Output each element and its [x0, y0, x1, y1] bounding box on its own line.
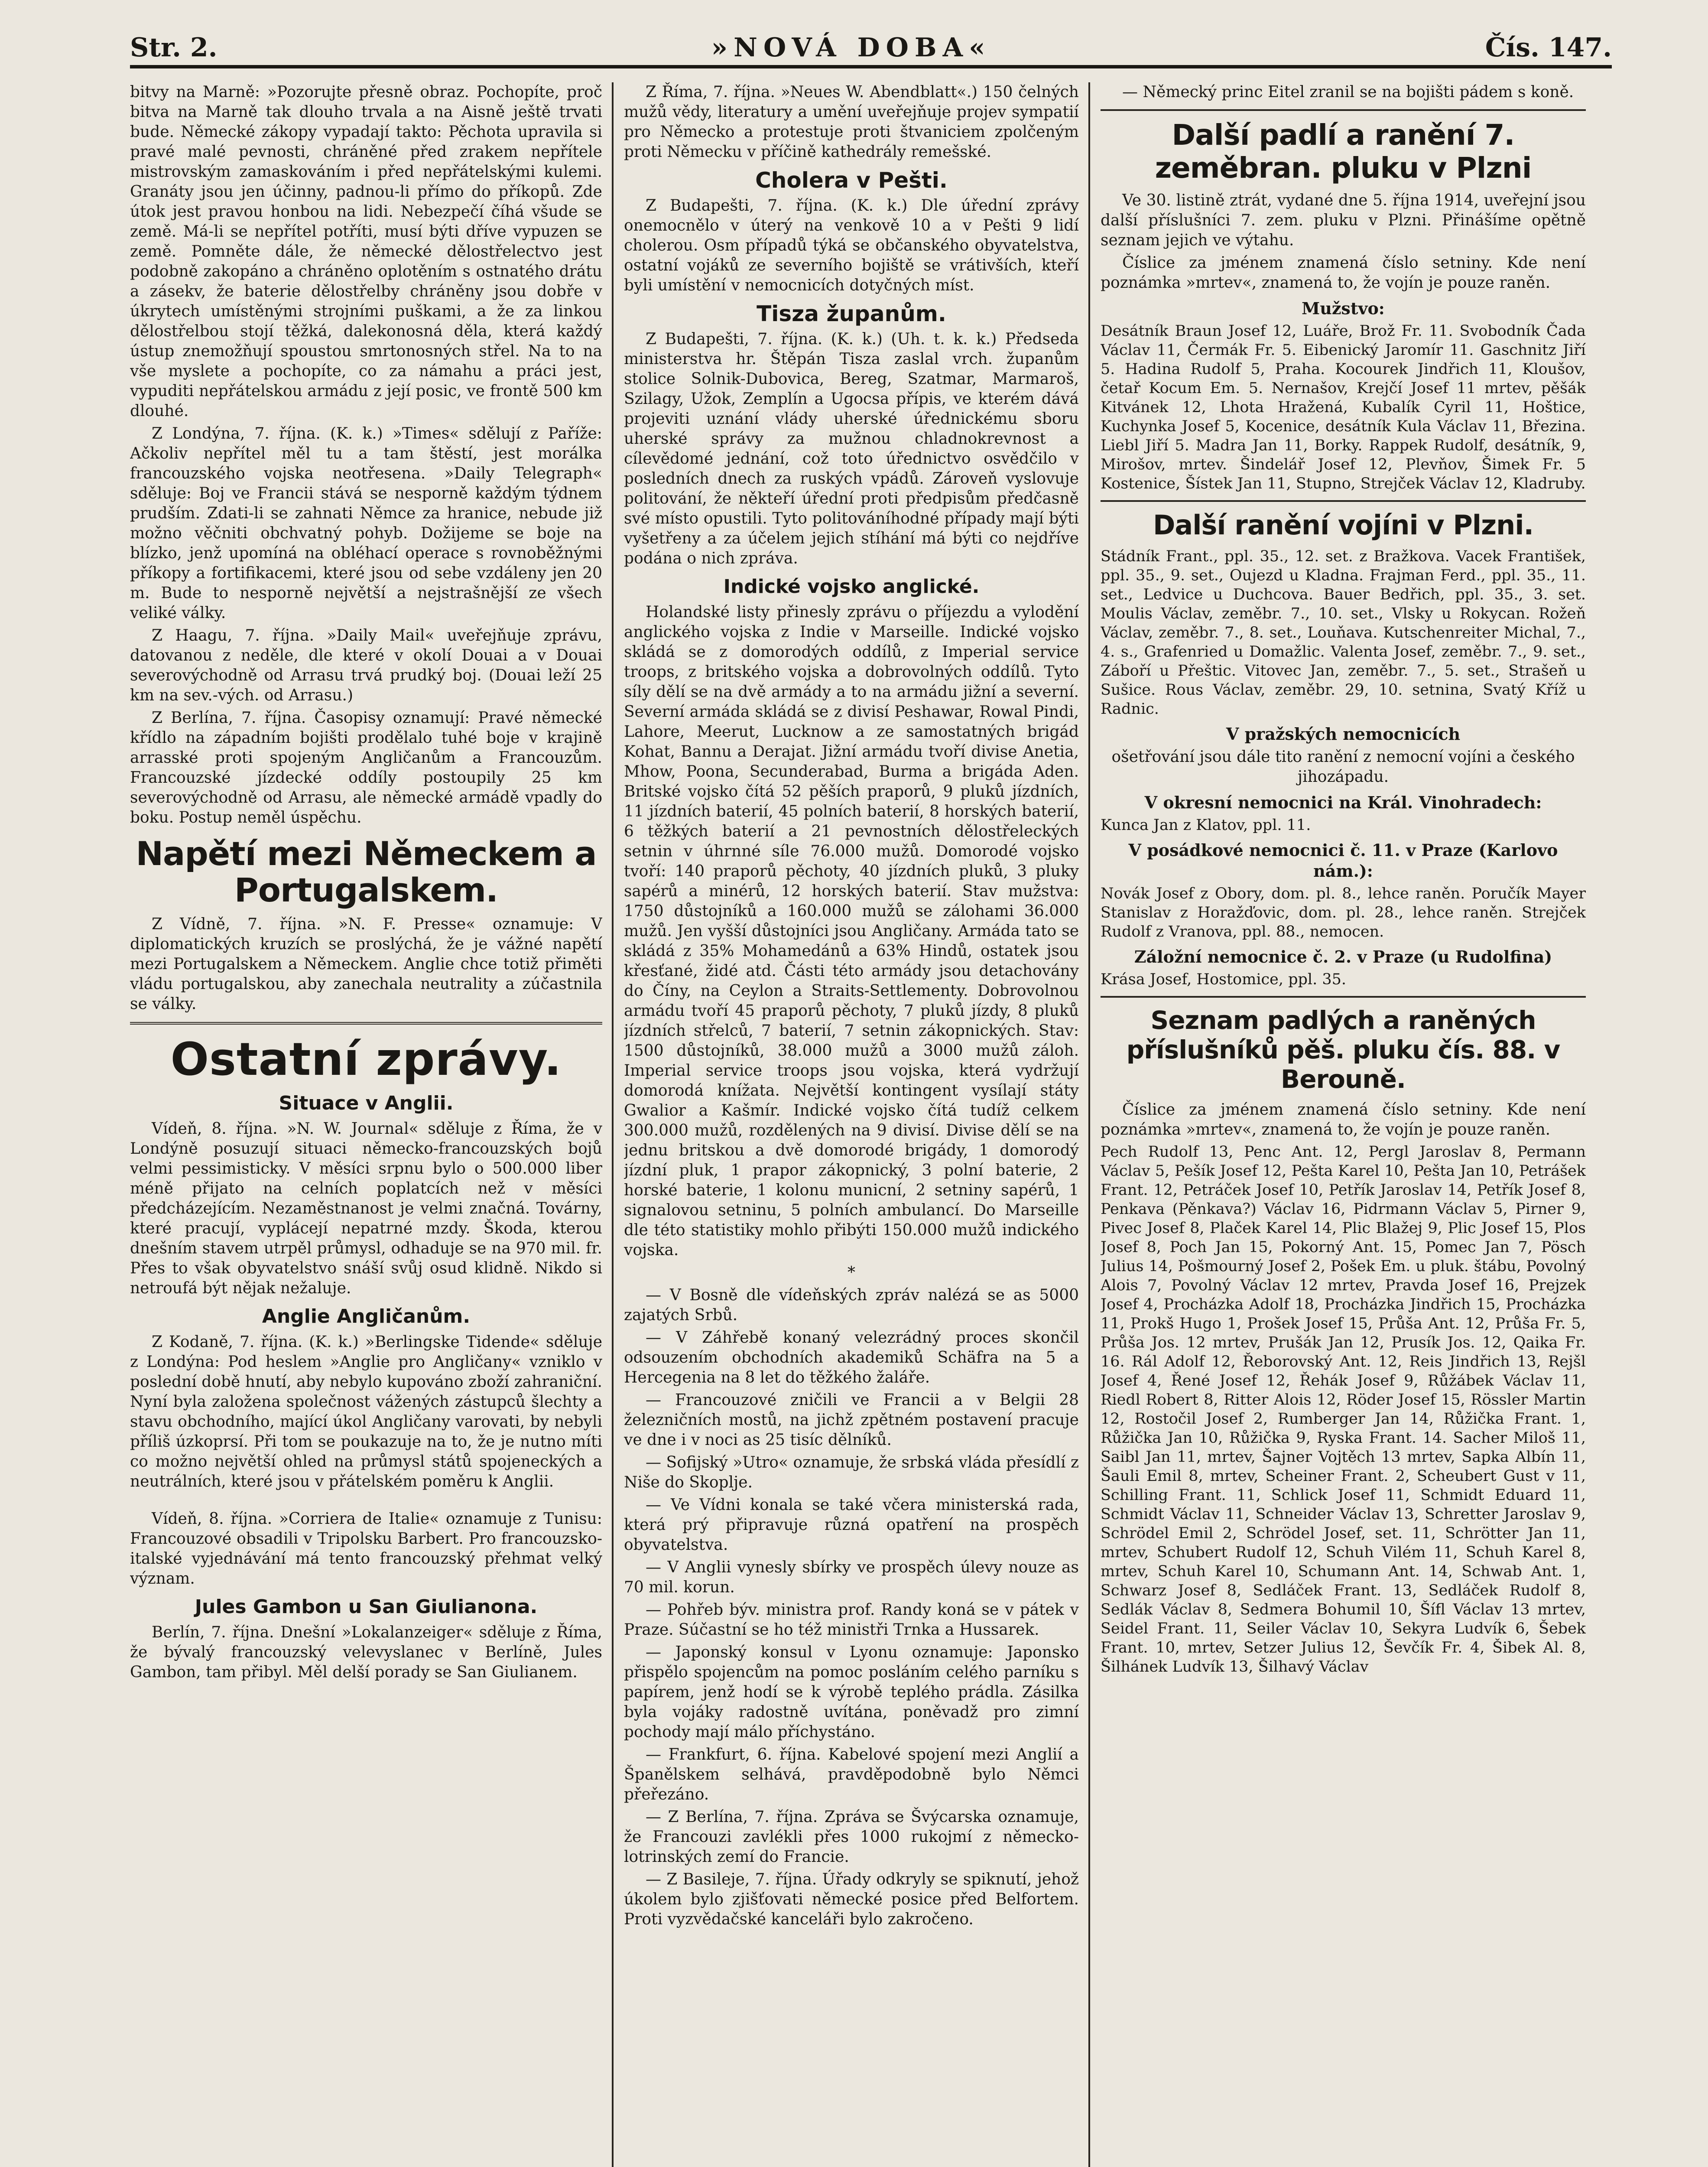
- news-item: — V Anglii vynesly sbírky ve prospěch úlevy nouze as 70 mil. korun.: [624, 1559, 1079, 1596]
- article-text: Číslice za jménem znamená číslo setniny. Kde není poznámka »mrtev«, znamená to, že vojín je pouze raněn.: [1101, 254, 1586, 292]
- headline: Další padlí a ranění 7. zeměbran. pluku v Plzni: [1155, 118, 1532, 185]
- article-text: Číslice za jménem znamená číslo setniny. Kde není poznámka »mrtev«, znamená to, že vojín je pouze raněn.: [1101, 1101, 1586, 1139]
- list-heading: V posádkové nemocnici č. 11. v Praze (Karlovo nám.):: [1128, 840, 1558, 881]
- paper-title: »NOVÁ DOBA«: [711, 33, 991, 63]
- article-text: Z Budapešti, 7. října. (K. k.) (Uh. t. k. k.) Předseda ministerstva hr. Štěpán Tisza zaslal vrch. županům stolice Solnik-Dubovica, Bereg, Szatmar, Marmaroš, Szilagy, Užok, Zemplín a Ugocsa přípis, ve kterém dává projeviti uznání vlády uherské úřednickému sboru uherské správy za mužnou chladnokrevnost a cílevědomé jednání, což toto úřednictvo osvědčilo v posledních dnech za ruských vpádů. Zároveň vyslovuje politování, že někteří úřední proti předpisům předčasně své místo opustili. Tyto politováníhodné případy mají býti vyšetřeny a za účelem jejich stíhání má býti co nejdříve podána o nich zpráva.: [624, 330, 1079, 567]
- article-text: Z Kodaně, 7. října. (K. k.) »Berlingske Tidende« sděluje z Londýna: Pod heslem »Anglie pro Angličany« vzniklo v poslední době hnutí, aby nebylo kupováno zboží zahraniční. Nyní byla založena společnost vážených zástupců šlechty a stavu obchodního, mající úkol Angličany varovati, by nebyli příliš úzkoprsí. Při tom se poukazuje na to, že je nutno míti co možno největší ohled na průmysl států spojeneckých a neutrálních, které jsou v přátelském poměru k Anglii.: [130, 1333, 602, 1490]
- section-headline: Ostatní zprávy.: [170, 1033, 562, 1086]
- article-text: Z Vídně, 7. října. »N. F. Presse« oznamuje: V diplomatických kruzích se proslýchá, že je vážné napětí mezi Portugalskem a Německem. Anglie chce totiž přiměti vládu portugalskou, aby zanechala neutrality a zúčastnila se války.: [130, 915, 602, 1013]
- casualty-list: Desátník Braun Josef 12, Luáře, Brož Fr. 11. Svobodník Čada Václav 11, Čermák Fr. 5. Eibenický Jaromír 11. Gaschnitz Jiří 5. Hadina Rudolf 5, Praha. Kocourek Jindřich 11, Kloušov, četař Kocum Em. 5. Nernašov, Krejčí Josef 11 mrtev, pěšák Kitvánek 12, Lhota Hražená, Kubalík Cyril 11, Hoštice, Kuchynka Josef 5, Kocenice, desátník Kula Václav 11, Březina. Liebl Jiří 5. Madra Jan 11, Borky. Rappek Rudolf, desátník, 9, Mirošov, mrtev. Šindelář Josef 12, Plevňov, Šimek Fr. 5 Kostenice, Šístek Jan 11, Stupno, Strejček Václav 12, Kladruby.: [1101, 322, 1586, 492]
- list-heading: Mužstvo:: [1302, 299, 1385, 318]
- list-heading: V okresní nemocnici na Král. Vinohradech:: [1144, 793, 1542, 812]
- article-text: bitvy na Marně: »Pozorujte přesně obraz. Pochopíte, proč bitva na Marně tak dlouho trvala a na Aisně ještě trvati bude. Německé zákopy vypadají takto: Pěchota upravila si pravé malé pevnosti, chráněné před zrakem nepřítele mistrovským zamaskováním i před nepřátelskými kulemi. Granáty jsou jen účinny, padnou-li přímo do příkopů. Zde útok jest pravou honbou na lidi. Nebezpečí číhá všude se země. Má-li se nepřítel potříti, musí býti dříve vypuzen se země. Pomněte dále, že německé dělostřelectvo jest podobně zakopáno a chráněno oplotěním s ostnatého drátu a zásekv, že baterie dělostřelby chráněny jsou dobře v úkrytech umístěnými strojními puškami, a že za linkou dělostřelbou stojí těžká, dalekonosná děla, která každý ústup znemožňují spoustou smrtonosných střel. Na to na vše myslete a pochopíte, co za námahu a práci jest, vypuditi nepřátelskou armádu z její posic, ve frontě 500 km dlouhé.: [130, 83, 602, 420]
- issue-number: Čís. 147.: [1485, 33, 1612, 63]
- column-rule: [1088, 82, 1090, 2167]
- article-text: Z Berlína, 7. října. Časopisy oznamují: Pravé německé křídlo na západním bojišti prodělalo tuhé boje v krajině arrasské proti spojeným Angličanům a Francouzům. Francouzské jízdecké oddíly postoupily 25 km severovýchodně od Arrasu, ale německé armádě vpadly do boku. Postup neměl úspěchu.: [130, 709, 602, 826]
- news-item: — Z Basileje, 7. října. Úřady odkryly se spiknutí, jehož úkolem bylo zjišťovati německé posice před Belfortem. Proti vyzvědačské kanceláři bylo zakročeno.: [624, 1871, 1079, 1928]
- divider: [1101, 996, 1586, 998]
- article-text: Z Budapešti, 7. října. (K. k.) Dle úřední zprávy onemocnělo v úterý na venkově 10 a v Pešti 9 lidí cholerou. Osm případů týká se občanského obyvatelstva, ostatní vojáků ze severního bojiště se vrátivších, kteří byli umístění v nemocnicích dotyčných míst.: [624, 197, 1079, 294]
- casualty-list: Pech Rudolf 13, Penc Ant. 12, Pergl Jaroslav 8, Permann Václav 5, Pešík Josef 12, Pešta Karel 10, Pešta Jan 10, Petrášek Frant. 12, Petráček Josef 10, Petřík Jaroslav 14, Petřík Josef 8, Penkava (Pěnkava?) Václav 16, Pidrmann Václav 5, Pirner 9, Pivec Josef 8, Plaček Karel 14, Plic Blažej 9, Plic Josef 15, Plos Josef 8, Poch Jan 15, Pokorný Ant. 15, Pomec Jan 7, Pösch Julius 14, Pošmourný Josef 2, Pošek Em. u pluk. štábu, Povolný Alois 7, Povolný Václav 12 mrtev, Pravda Josef 16, Prejzek Josef 4, Procházka Adolf 18, Procházka Jindřich 15, Procházka 11, Prokš Hugo 1, Prošek Josef 15, Průša Ant. 12, Průša Fr. 5, Průša Jos. 12 mrtev, Prušák Jan 12, Prusík Jos. 12, Qaika Fr. 16. Rál Adolf 12, Řeborovský Ant. 12, Reis Jindřich 13, Rejšl Josef 4, Řené Josef 12, Řehák Josef 9, Růžábek Václav 11, Riedl Robert 8, Ritter Alois 12, Röder Josef 15, Rössler Martin 12, Rostočil Josef 2, Rumberger Jan 14, Růžička Frant. 1, Růžička Jan 10, Růžička 9, Ryska Frant. 14. Sacher Miloš 11, Saibl Jan 11, mrtev, Šajner Vojtěch 13 mrtev, Sapka Albín 11, Šauli Emil 8, mrtev, Scheiner Frant. 2, Scheubert Gust v 11, Schilling Frant. 11, Schlick Josef 11, Schmidt Eduard 11, Schmidt Václav 11, Schneider Václav 13, Schretter Jaroslav 9, Schrödel Emil 2, Schrödel Josef, set. 11, Schrötter Jan 11, mrtev, Schubert Rudolf 12, Schuh Vilém 11, Schuh Karel 8, mrtev, Schuh Karel 10, Schumann Ant. 14, Schwab Ant. 1, Schwarz Josef 8, Sedláček Frant. 13, Sedláček Rudolf 8, Sedlák Václav 8, Sedmera Bohumil 10, Šífl Václav 13 mrtev, Seidel Frant. 11, Seiler Václav 10, Sekyra Ludvík 6, Šebek Frant. 10, mrtev, Setzer Julius 12, Ševčík Fr. 4, Šibek Al. 8, Šilhánek Ludvík 13, Šilhavý Václav: [1101, 1143, 1586, 1676]
- news-item: — Ve Vídni konala se také včera ministerská rada, která prý připravuje různá opatření na prospěch obyvatelstva.: [624, 1496, 1079, 1554]
- list-heading: Záložní nemocnice č. 2. v Praze (u Rudolfina): [1134, 947, 1552, 966]
- news-item: — Francouzové zničili ve Francii a v Belgii 28 železničních mostů, na jichž zpětném postavení pracuje ve dne i v noci as 25 tisíc dělníků.: [624, 1391, 1079, 1449]
- article-text: Berlín, 7. října. Dnešní »Lokalanzeiger« sděluje z Říma, že bývalý francouzský velevyslanec v Berlíně, Jules Gambon, tam přibyl. Měl delší porady se San Giulianem.: [130, 1624, 602, 1681]
- news-item: — Z Berlína, 7. října. Zpráva se Švýcarska oznamuje, že Francouzi zavlékli přes 1000 rukojmí z německo-lotrinských zemí do Francie.: [624, 1808, 1079, 1866]
- headline: Seznam padlých a raněných příslušníků pěš. pluku čís. 88. v Berouně.: [1126, 1005, 1560, 1094]
- casualty-list: Krása Josef, Hostomice, ppl. 35.: [1101, 971, 1346, 988]
- news-item: — Sofijský »Utro« oznamuje, že srbská vláda přesídlí z Niše do Skoplje.: [624, 1454, 1079, 1491]
- subheadline: Cholera v Pešti.: [755, 168, 948, 193]
- headline: Napětí mezi Německem a Portugalskem.: [136, 834, 597, 909]
- casualty-list: Novák Josef z Obory, dom. pl. 8., lehce raněn. Poručík Mayer Stanislav z Horažďovic, dom. pl. 28., lehce raněn. Strejček Rudolf z Vranova, ppl. 88., nemocen.: [1101, 885, 1586, 940]
- casualty-list: Stádník Frant., ppl. 35., 12. set. z Bražkova. Vacek František, ppl. 35., 9. set., Oujezd u Kladna. Frajman Ferd., ppl. 35., 11. set., Ledvice u Duchcova. Bauer Bedřich, ppl. 35., 3. set. Moulis Václav, zeměbr. 7., 10. set., Vlsky u Rokycan. Rožeň Václav, zeměbr. 7., 8. set., Louňava. Kutschenreiter Michal, 7., 4. s., Grafenried u Domažlic. Valenta Josef, zeměbr. 7., 9. set., Záboří u Přeštic. Vitovec Jan, zeměbr. 7., 5. set., Strašeň u Sušice. Rous Václav, zeměbr. 29, 10. setnina, Svatý Kříž u Radnic.: [1101, 548, 1586, 718]
- column-rule: [612, 82, 614, 2167]
- news-item: — V Záhřebě konaný velezrádný proces skončil odsouzením obchodních akademiků Schäfra na 5 a Hercegenia na 8 let do těžkého žaláře.: [624, 1329, 1079, 1386]
- column-1: [130, 82, 602, 2167]
- article-text: Z Londýna, 7. října. (K. k.) »Times« sdělují z Paříže: Ačkoliv nepřítel měl tu a tam štěstí, jest morálka francouzského vojska neotřesena. »Daily Telegraph« sděluje: Boj ve Francii stává se nesporně každým týdnem prudším. Zdati-li se zahnati Němce za hranice, nebude již možno věčniti obchvatný pohyb. Dožijeme se boje na blízko, jenž upomíná na obléhací operace s rovnoběžnými příkopy a fortifikacemi, které jsou od sebe vzdáleny jen 20 m. Bude to nesporně největší a nejstrašnější ze všech veliké války.: [130, 425, 602, 622]
- subheadline: Situace v Anglii.: [279, 1092, 454, 1114]
- article-text: ošetřování jsou dále tito ranění z nemocní vojíni a českého jihozápadu.: [1111, 748, 1575, 786]
- news-item: — Pohřeb býv. ministra prof. Randy koná se v pátek v Praze. Súčastní se ho též ministři Trnka a Hussarek.: [624, 1601, 1079, 1639]
- column-3: [1101, 82, 1586, 2167]
- divider: [130, 1022, 602, 1025]
- news-item: — Německý princ Eitel zranil se na bojišti pádem s koně.: [1122, 83, 1574, 101]
- news-item: — Frankfurt, 6. října. Kabelové spojení mezi Anglií a Španělskem selhává, pravděpodobně bylo Němci přeřezáno.: [624, 1746, 1079, 1803]
- subheadline: Tisza županům.: [757, 301, 946, 326]
- page-number: Str. 2.: [130, 33, 218, 63]
- divider: [1101, 500, 1586, 502]
- article-text: Vídeň, 8. října. »Corriera de Italie« oznamuje z Tunisu: Francouzové obsadili v Tripolsku Barbert. Pro francouzsko-italské vyjednávání má tento francouzský přehmat velký význam.: [130, 1510, 602, 1588]
- subheadline: Indické vojsko anglické.: [723, 576, 980, 598]
- article-text: Holandské listy přinesly zprávu o příjezdu a vylodění anglického vojska z Indie v Marseille. Indické vojsko skládá se z domorodých oddílů, z Imperial service troops, z britského vojska a dobrovolných oddílů. Tyto síly dělí se na dvě armády a to na armádu jižní a severní. Severní armáda skládá se z divisí Peshawar, Rowal Pindi, Lahore, Meerut, Lucknow a ze samostatných brigád Kohat, Bannu a Derajat. Jižní armádu tvoří divise Anetia, Mhow, Poona, Secunderabad, Burma a brigáda Aden. Britské vojsko čítá 52 pěších praporů, 9 pluků jízdních, 11 jízdních baterií, 45 polních baterií, 8 horských baterií, 6 těžkých baterií a 21 pevnostních dělostřeleckých setnin v úhrnné síle 76.000 mužů. Domorodé vojsko tvoří: 140 praporů pěchoty, 40 jízdních pluků, 3 pluky sapérů a minérů, 12 horských baterií. Stav mužstva: 1750 důstojníků a 160.000 mužů se zálohami 36.000 mužů. Jen vyšší důstojníci jsou Angličany. Armáda tato se skládá z 35% Mohamedánů a 63% Hindů, ostatek jsou křesťané, židé atd. Části této armády jsou detachovány do Číny, na Ceylon a Straits-Settlementy. Dobrovolnou armádu tvoří 45 praporů pěchoty, 7 pluků jízdy, 8 pluků jízdních střelců, 7 baterií, 7 setnin zákopnických. Stav: 1500 důstojníků, 38.000 mužů a 3000 mužů záloh. Imperial service troops jsou vojska, která vydržují domorodá knížata. Největší kontingent vysílají státy Gwalior a Kašmír. Indické vojsko čítá tudíž celkem 300.000 mužů, rozdělených na 9 divisí. Divise dělí se na jednu britskou a dvě domorodé brigády, 1 domorodý jízdní pluk, 1 prapor zákopnický, 3 polní baterie, 2 horské baterie, 1 kolonu municní, 2 setniny sapérů, 1 signalovou setninu, 5 polních ambulancí. Do Marseille dle této statistiky mohlo přibýti 150.000 mužů indického vojska.: [624, 603, 1079, 1259]
- subheadline: Jules Gambon u San Giulianona.: [195, 1596, 538, 1618]
- list-heading: V pražských nemocnicích: [1226, 724, 1461, 744]
- masthead: [130, 30, 1612, 68]
- separator-star: *: [848, 1264, 855, 1282]
- divider: [1101, 109, 1586, 111]
- article-text: Z Říma, 7. října. »Neues W. Abendblatt«.) 150 čelných mužů vědy, literatury a umění uveřejňuje projev sympatií pro Německo a protestuje proti štvaniciem zpolčeným proti Německu v příčině kathedrály remešské.: [624, 83, 1079, 161]
- casualty-list: Kunca Jan z Klatov, ppl. 11.: [1101, 817, 1311, 834]
- article-text: Vídeň, 8. října. »N. W. Journal« sděluje z Říma, že v Londýně posuzují situaci německo-francouzských bojů velmi pessimisticky. V měsíci srpnu bylo o 500.000 liber méně přijato na celních poplatcích než v měsíci předcházejícím. Nezaměstnanost je velmi značná. Továrny, které pracují, vyplácejí nepatrné mzdy. Škoda, kterou dnešním stavem utrpěl průmysl, odhaduje se na 970 mil. fr. Přes to však obyvatelstvo snáší svůj osud klidně. Nikdo si netroufá být nějak nežaluje.: [130, 1120, 602, 1297]
- news-item: — V Bosně dle vídeňských zpráv nalézá se as 5000 zajatých Srbů.: [624, 1286, 1079, 1324]
- headline: Další ranění vojíni v Plzni.: [1153, 509, 1534, 541]
- column-2: [624, 82, 1079, 2167]
- article-text: Ve 30. listině ztrát, vydané dne 5. října 1914, uveřejní jsou další příslušníci 7. zem. pluku v Plzni. Přinášíme opětně seznam jejich ve výtahu.: [1101, 192, 1586, 249]
- article-text: Z Haagu, 7. října. »Daily Mail« uveřejňuje zprávu, datovanou z neděle, dle které v okolí Douai a v Douai severovýchodně od Arrasu trvá prudký boj. (Douai leží 25 km na sev.-vých. od Arrasu.): [130, 627, 602, 704]
- subheadline: Anglie Angličanům.: [262, 1305, 471, 1328]
- news-item: — Japonský konsul v Lyonu oznamuje: Japonsko přispělo spojencům na pomoc posláním celého parníku s papírem, jenž hodí se k výrobě teplého prádla. Zásilka byla vojáky radostně uvítána, poněvadž pro zimní pochody mají málo příchystáno.: [624, 1643, 1079, 1741]
